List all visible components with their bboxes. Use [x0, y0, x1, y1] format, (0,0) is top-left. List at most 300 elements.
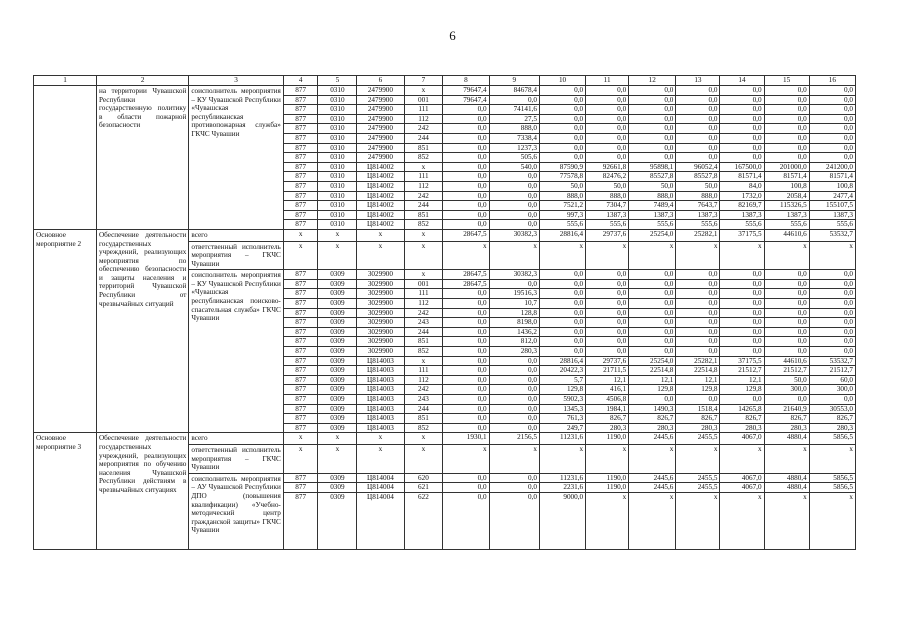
- value-cell: 0310: [318, 95, 357, 105]
- value-cell: x: [764, 492, 809, 549]
- value-cell: 888,0: [629, 191, 676, 201]
- value-cell: 877: [283, 404, 318, 414]
- value-cell: 27,5: [489, 114, 539, 124]
- value-cell: 7338,4: [489, 133, 539, 143]
- value-cell: 0,0: [764, 133, 809, 143]
- value-cell: x: [404, 433, 443, 445]
- table-body: [34, 76, 856, 550]
- value-cell: 812,0: [489, 337, 539, 347]
- value-cell: Ц814003: [357, 423, 404, 433]
- value-cell: 280,3: [489, 347, 539, 357]
- value-cell: 0,0: [676, 318, 720, 328]
- value-cell: 555,6: [586, 220, 629, 230]
- value-cell: 877: [283, 181, 318, 191]
- value-cell: 0,0: [764, 114, 809, 124]
- value-cell: Ц814002: [357, 201, 404, 211]
- value-cell: 0309: [318, 483, 357, 493]
- value-cell: 826,7: [586, 414, 629, 424]
- value-cell: 877: [283, 385, 318, 395]
- value-cell: 0,0: [720, 308, 764, 318]
- value-cell: 0,0: [809, 95, 855, 105]
- value-cell: 249,7: [539, 423, 585, 433]
- value-cell: 622: [404, 492, 443, 549]
- column-number: 14: [720, 76, 764, 86]
- value-cell: 0,0: [720, 133, 764, 143]
- value-cell: 0,0: [489, 191, 539, 201]
- value-cell: 0309: [318, 423, 357, 433]
- value-cell: 7521,2: [539, 201, 585, 211]
- value-cell: 0,0: [539, 270, 585, 280]
- value-cell: 74141,6: [489, 105, 539, 115]
- value-cell: 82476,2: [586, 172, 629, 182]
- executor-cell: соисполнитель мероприятия – КУ Чувашской Республики «Чувашская республиканская поисково-спасательная служба» ГКЧС Чувашии: [189, 270, 283, 433]
- value-cell: 0,0: [586, 327, 629, 337]
- value-cell: 243: [404, 395, 443, 405]
- value-cell: x: [539, 241, 585, 270]
- value-cell: 0,0: [809, 299, 855, 309]
- value-cell: 0309: [318, 289, 357, 299]
- value-cell: 244: [404, 404, 443, 414]
- value-cell: 0,0: [629, 95, 676, 105]
- value-cell: 0,0: [720, 143, 764, 153]
- value-cell: 0,0: [809, 279, 855, 289]
- value-cell: 0,0: [676, 105, 720, 115]
- value-cell: 0,0: [720, 318, 764, 328]
- value-cell: 0309: [318, 327, 357, 337]
- value-cell: x: [283, 433, 318, 445]
- value-cell: 0,0: [764, 124, 809, 134]
- value-cell: 2455,5: [676, 483, 720, 493]
- value-cell: 12,1: [676, 375, 720, 385]
- value-cell: 0,0: [539, 114, 585, 124]
- value-cell: 2479900: [357, 86, 404, 96]
- value-cell: 0,0: [443, 210, 489, 220]
- value-cell: 0,0: [676, 270, 720, 280]
- value-cell: 1930,1: [443, 433, 489, 445]
- value-cell: 0,0: [720, 114, 764, 124]
- value-cell: 0,0: [720, 327, 764, 337]
- value-cell: 0309: [318, 414, 357, 424]
- value-cell: 0,0: [764, 308, 809, 318]
- value-cell: 50,0: [676, 181, 720, 191]
- value-cell: 826,7: [809, 414, 855, 424]
- event-name-cell: [34, 86, 97, 230]
- value-cell: 25254,0: [629, 356, 676, 366]
- value-cell: x: [676, 444, 720, 473]
- value-cell: 81571,4: [764, 172, 809, 182]
- value-cell: 877: [283, 210, 318, 220]
- value-cell: 0,0: [443, 299, 489, 309]
- value-cell: 1237,3: [489, 143, 539, 153]
- value-cell: 0,0: [629, 86, 676, 96]
- value-cell: 5856,5: [809, 433, 855, 445]
- executor-cell: всего: [189, 433, 283, 445]
- value-cell: 0,0: [586, 299, 629, 309]
- value-cell: x: [443, 444, 489, 473]
- value-cell: 0,0: [586, 289, 629, 299]
- table-row: [34, 86, 856, 96]
- value-cell: Ц814002: [357, 162, 404, 172]
- value-cell: 28647,5: [443, 279, 489, 289]
- value-cell: x: [720, 241, 764, 270]
- value-cell: Ц814002: [357, 191, 404, 201]
- value-cell: 0,0: [443, 483, 489, 493]
- table-row: [34, 229, 856, 241]
- value-cell: 0,0: [489, 356, 539, 366]
- value-cell: 0,0: [539, 327, 585, 337]
- value-cell: 877: [283, 473, 318, 483]
- value-cell: 877: [283, 327, 318, 337]
- value-cell: 826,7: [676, 414, 720, 424]
- value-cell: 25282,1: [676, 356, 720, 366]
- value-cell: 2445,6: [629, 483, 676, 493]
- value-cell: Ц814002: [357, 172, 404, 182]
- value-cell: x: [357, 241, 404, 270]
- value-cell: 0309: [318, 473, 357, 483]
- value-cell: 0309: [318, 308, 357, 318]
- value-cell: 5902,3: [539, 395, 585, 405]
- value-cell: 0,0: [629, 318, 676, 328]
- value-cell: 0,0: [586, 318, 629, 328]
- value-cell: 877: [283, 105, 318, 115]
- value-cell: 0,0: [676, 86, 720, 96]
- value-cell: 0,0: [586, 143, 629, 153]
- column-number: 10: [539, 76, 585, 86]
- column-number: 8: [443, 76, 489, 86]
- value-cell: 112: [404, 114, 443, 124]
- column-number-row: [34, 76, 856, 86]
- value-cell: 0309: [318, 270, 357, 280]
- value-cell: 0,0: [764, 289, 809, 299]
- value-cell: 852: [404, 220, 443, 230]
- value-cell: 0,0: [676, 395, 720, 405]
- value-cell: 0,0: [539, 105, 585, 115]
- value-cell: 85527,8: [676, 172, 720, 182]
- value-cell: 852: [404, 347, 443, 357]
- value-cell: x: [629, 444, 676, 473]
- executor-cell: ответственный исполнитель мероприятия – ГКЧС Чувашии: [189, 444, 283, 473]
- value-cell: x: [404, 86, 443, 96]
- value-cell: 877: [283, 124, 318, 134]
- value-cell: 1436,2: [489, 327, 539, 337]
- value-cell: 0,0: [676, 299, 720, 309]
- value-cell: 0,0: [586, 95, 629, 105]
- value-cell: 0,0: [443, 143, 489, 153]
- value-cell: 0,0: [764, 95, 809, 105]
- value-cell: 0,0: [720, 279, 764, 289]
- value-cell: 0,0: [629, 347, 676, 357]
- value-cell: x: [404, 356, 443, 366]
- value-cell: 87590,9: [539, 162, 585, 172]
- value-cell: 0,0: [809, 308, 855, 318]
- value-cell: 877: [283, 299, 318, 309]
- value-cell: 0,0: [720, 347, 764, 357]
- value-cell: 0,0: [489, 181, 539, 191]
- value-cell: 244: [404, 133, 443, 143]
- value-cell: x: [489, 444, 539, 473]
- value-cell: 4506,8: [586, 395, 629, 405]
- value-cell: 0,0: [489, 395, 539, 405]
- value-cell: 0,0: [489, 95, 539, 105]
- value-cell: 0,0: [809, 347, 855, 357]
- value-cell: 1387,3: [586, 210, 629, 220]
- value-cell: 0310: [318, 114, 357, 124]
- value-cell: 0,0: [720, 299, 764, 309]
- value-cell: 2479900: [357, 114, 404, 124]
- value-cell: 0,0: [764, 318, 809, 328]
- value-cell: 242: [404, 124, 443, 134]
- value-cell: 2231,6: [539, 483, 585, 493]
- value-cell: 888,0: [539, 191, 585, 201]
- value-cell: 0,0: [764, 153, 809, 163]
- value-cell: x: [489, 241, 539, 270]
- value-cell: Ц814003: [357, 404, 404, 414]
- value-cell: 0,0: [676, 279, 720, 289]
- value-cell: 0,0: [764, 143, 809, 153]
- value-cell: 0,0: [443, 220, 489, 230]
- value-cell: 1190,0: [586, 483, 629, 493]
- value-cell: 0,0: [443, 347, 489, 357]
- value-cell: 1387,3: [764, 210, 809, 220]
- value-cell: 0,0: [443, 327, 489, 337]
- column-number: 7: [404, 76, 443, 86]
- value-cell: 4880,4: [764, 483, 809, 493]
- value-cell: 1518,4: [676, 404, 720, 414]
- value-cell: 14265,8: [720, 404, 764, 414]
- value-cell: 877: [283, 172, 318, 182]
- value-cell: 44610,6: [764, 356, 809, 366]
- value-cell: 0310: [318, 210, 357, 220]
- value-cell: 0,0: [443, 181, 489, 191]
- value-cell: 28647,5: [443, 229, 489, 241]
- value-cell: 0,0: [443, 356, 489, 366]
- value-cell: x: [404, 241, 443, 270]
- column-number: 5: [318, 76, 357, 86]
- value-cell: 0,0: [539, 133, 585, 143]
- value-cell: 2479900: [357, 133, 404, 143]
- value-cell: x: [318, 229, 357, 241]
- value-cell: 111: [404, 105, 443, 115]
- value-cell: 0,0: [720, 86, 764, 96]
- value-cell: x: [720, 492, 764, 549]
- value-cell: x: [586, 492, 629, 549]
- value-cell: 826,7: [764, 414, 809, 424]
- value-cell: 244: [404, 327, 443, 337]
- value-cell: 4067,0: [720, 433, 764, 445]
- value-cell: Ц814003: [357, 356, 404, 366]
- value-cell: 877: [283, 337, 318, 347]
- value-cell: 416,1: [586, 385, 629, 395]
- value-cell: 0,0: [586, 114, 629, 124]
- value-cell: 0,0: [443, 385, 489, 395]
- value-cell: 0,0: [586, 124, 629, 134]
- value-cell: 0,0: [586, 153, 629, 163]
- value-cell: 5856,5: [809, 473, 855, 483]
- value-cell: x: [586, 241, 629, 270]
- value-cell: 0,0: [809, 327, 855, 337]
- value-cell: 0,0: [764, 395, 809, 405]
- value-cell: 0,0: [764, 337, 809, 347]
- value-cell: 0,0: [629, 308, 676, 318]
- value-cell: 2477,4: [809, 191, 855, 201]
- value-cell: x: [283, 229, 318, 241]
- value-cell: 0,0: [629, 279, 676, 289]
- value-cell: 0310: [318, 191, 357, 201]
- value-cell: 25282,1: [676, 229, 720, 241]
- value-cell: x: [357, 444, 404, 473]
- value-cell: 11231,6: [539, 433, 585, 445]
- value-cell: 53532,7: [809, 356, 855, 366]
- value-cell: 0,0: [539, 347, 585, 357]
- value-cell: 0,0: [489, 201, 539, 211]
- value-cell: 29737,6: [586, 356, 629, 366]
- value-cell: 555,6: [764, 220, 809, 230]
- value-cell: 0,0: [539, 337, 585, 347]
- value-cell: x: [809, 492, 855, 549]
- value-cell: 21512,7: [809, 366, 855, 376]
- value-cell: 28816,4: [539, 229, 585, 241]
- value-cell: 9000,0: [539, 492, 585, 549]
- value-cell: 0,0: [539, 318, 585, 328]
- value-cell: 851: [404, 337, 443, 347]
- value-cell: Ц814003: [357, 375, 404, 385]
- value-cell: Ц814002: [357, 210, 404, 220]
- value-cell: 0309: [318, 356, 357, 366]
- value-cell: 877: [283, 289, 318, 299]
- column-number: 3: [189, 76, 283, 86]
- value-cell: 0,0: [443, 162, 489, 172]
- value-cell: 111: [404, 172, 443, 182]
- column-number: 11: [586, 76, 629, 86]
- column-number: 12: [629, 76, 676, 86]
- value-cell: 0,0: [586, 279, 629, 289]
- value-cell: 0,0: [809, 270, 855, 280]
- value-cell: 5,7: [539, 375, 585, 385]
- value-cell: x: [357, 229, 404, 241]
- value-cell: 2455,5: [676, 473, 720, 483]
- value-cell: 877: [283, 279, 318, 289]
- value-cell: 0,0: [443, 395, 489, 405]
- value-cell: 877: [283, 95, 318, 105]
- value-cell: 0,0: [809, 133, 855, 143]
- value-cell: x: [283, 444, 318, 473]
- value-cell: 0,0: [720, 153, 764, 163]
- value-cell: 0,0: [676, 114, 720, 124]
- value-cell: 79647,4: [443, 95, 489, 105]
- value-cell: 7304,7: [586, 201, 629, 211]
- value-cell: 0,0: [676, 124, 720, 134]
- value-cell: 128,8: [489, 308, 539, 318]
- value-cell: 0,0: [629, 114, 676, 124]
- value-cell: 167500,0: [720, 162, 764, 172]
- value-cell: 0309: [318, 318, 357, 328]
- value-cell: 112: [404, 299, 443, 309]
- value-cell: 0,0: [809, 153, 855, 163]
- value-cell: 0310: [318, 162, 357, 172]
- value-cell: 621: [404, 483, 443, 493]
- value-cell: 3029900: [357, 347, 404, 357]
- value-cell: 1190,0: [586, 433, 629, 445]
- value-cell: 0,0: [629, 124, 676, 134]
- value-cell: Ц814004: [357, 483, 404, 493]
- value-cell: 505,6: [489, 153, 539, 163]
- column-number: 13: [676, 76, 720, 86]
- value-cell: 3029900: [357, 299, 404, 309]
- value-cell: 877: [283, 114, 318, 124]
- value-cell: 19516,3: [489, 289, 539, 299]
- value-cell: 0,0: [443, 318, 489, 328]
- value-cell: 84,0: [720, 181, 764, 191]
- value-cell: 0,0: [809, 86, 855, 96]
- value-cell: 22514,8: [676, 366, 720, 376]
- value-cell: 877: [283, 270, 318, 280]
- value-cell: 1387,3: [720, 210, 764, 220]
- value-cell: x: [764, 444, 809, 473]
- value-cell: 81571,4: [809, 172, 855, 182]
- value-cell: x: [676, 241, 720, 270]
- value-cell: 0,0: [443, 473, 489, 483]
- value-cell: x: [404, 270, 443, 280]
- value-cell: 28816,4: [539, 356, 585, 366]
- value-cell: 96052,4: [676, 162, 720, 172]
- event-description-cell: на территории Чувашской Республики государственную политику в области пожарной безопасности: [96, 86, 188, 230]
- value-cell: 0,0: [443, 289, 489, 299]
- value-cell: 0,0: [764, 86, 809, 96]
- value-cell: 0,0: [539, 153, 585, 163]
- value-cell: 997,3: [539, 210, 585, 220]
- value-cell: 244: [404, 201, 443, 211]
- value-cell: x: [764, 241, 809, 270]
- value-cell: 280,3: [586, 423, 629, 433]
- value-cell: 1387,3: [629, 210, 676, 220]
- value-cell: 877: [283, 347, 318, 357]
- value-cell: 129,8: [676, 385, 720, 395]
- value-cell: x: [443, 241, 489, 270]
- value-cell: 2479900: [357, 105, 404, 115]
- value-cell: 0,0: [489, 404, 539, 414]
- value-cell: 555,6: [809, 220, 855, 230]
- value-cell: 877: [283, 375, 318, 385]
- value-cell: 0,0: [443, 414, 489, 424]
- value-cell: 112: [404, 375, 443, 385]
- value-cell: 0309: [318, 404, 357, 414]
- executor-cell: соисполнитель мероприятия – КУ Чувашской Республики «Чувашская республиканская противопожарная служба» ГКЧС Чувашии: [189, 86, 283, 230]
- value-cell: 0,0: [489, 172, 539, 182]
- value-cell: 877: [283, 143, 318, 153]
- value-cell: 0,0: [443, 172, 489, 182]
- value-cell: 888,0: [676, 191, 720, 201]
- value-cell: 0309: [318, 337, 357, 347]
- value-cell: 851: [404, 210, 443, 220]
- value-cell: 0,0: [443, 124, 489, 134]
- value-cell: 0,0: [676, 347, 720, 357]
- column-number: 4: [283, 76, 318, 86]
- value-cell: 30382,3: [489, 229, 539, 241]
- value-cell: 0,0: [764, 299, 809, 309]
- value-cell: x: [539, 444, 585, 473]
- value-cell: 29737,6: [586, 229, 629, 241]
- value-cell: 1490,3: [629, 404, 676, 414]
- value-cell: 0,0: [720, 95, 764, 105]
- value-cell: 0,0: [764, 105, 809, 115]
- value-cell: 84678,4: [489, 86, 539, 96]
- value-cell: 2445,6: [629, 433, 676, 445]
- value-cell: 0,0: [539, 143, 585, 153]
- value-cell: 0,0: [809, 105, 855, 115]
- value-cell: x: [629, 241, 676, 270]
- value-cell: 0,0: [443, 375, 489, 385]
- value-cell: 0,0: [629, 327, 676, 337]
